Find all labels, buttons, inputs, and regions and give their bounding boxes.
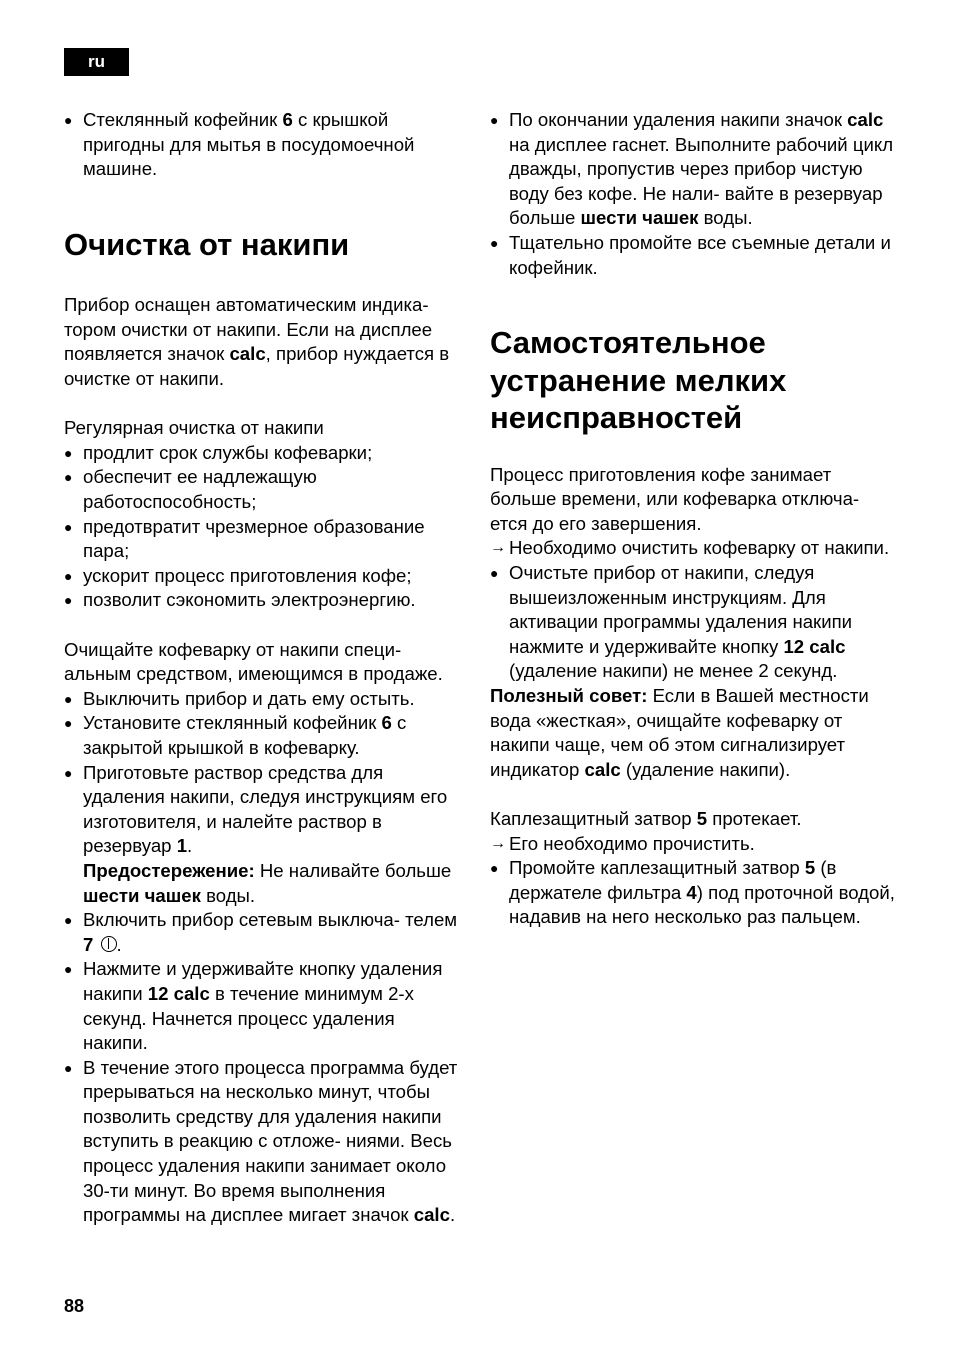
text: на дисплее гаснет. Выполните рабочий цикл дважды, пропустив через прибор чистую воду без кофе. Не нали- вайте в резервуар больше xyxy=(509,133,894,229)
text: Промойте каплезащитный затвор xyxy=(509,857,805,879)
arrow-right-icon: → xyxy=(490,539,506,557)
text: Установите стеклянный кофейник xyxy=(83,712,382,734)
text: (удаление накипи). xyxy=(620,758,791,780)
text: Стеклянный кофейник xyxy=(83,109,283,130)
text: В течение этого процесса программа будет прерываться на несколько минут, чтобы позволить средству для удаления накипи вступить в реакцию с отложе- ниями. Весь процесс удаления накипи занимает около 30-ти минут. Во время выполнения программы на дисплее мигает значок xyxy=(83,1056,458,1226)
part-number: 6 xyxy=(282,109,293,130)
text: . xyxy=(449,1204,456,1226)
text: обеспечит ее надлежащую работоспособность; xyxy=(83,466,317,513)
button-label: 12 calc xyxy=(783,635,846,657)
part-number: 4 xyxy=(686,881,697,903)
list-item xyxy=(64,564,464,589)
bullet-icon: ● xyxy=(64,567,73,584)
list-item xyxy=(64,108,464,182)
text: (удаление накипи) не менее 2 секунд. xyxy=(509,660,838,682)
list-item xyxy=(490,231,900,280)
part-number: 5 xyxy=(696,807,708,829)
text: , прибор нуждается в очистке от накипи. xyxy=(64,343,450,390)
tip-note xyxy=(490,684,900,782)
calc-label: calc xyxy=(413,1204,450,1226)
right-column xyxy=(490,108,900,930)
bullet-icon: ● xyxy=(64,518,73,535)
bullet-icon: ● xyxy=(64,112,73,128)
list-item xyxy=(64,441,464,466)
text: Очистьте прибор от накипи, следуя вышеизложенным инструкциям. Для активации программы удаления накипи нажмите и удерживайте кнопку xyxy=(509,562,853,657)
emphasis: шести чашек xyxy=(580,207,699,229)
list-item xyxy=(64,588,464,613)
bullet-icon: ● xyxy=(64,469,73,486)
problem-text xyxy=(490,807,900,832)
text: . xyxy=(116,933,122,955)
part-number: 5 xyxy=(804,857,816,879)
list-item xyxy=(490,856,900,930)
cause-item xyxy=(490,832,900,857)
paragraph xyxy=(64,293,464,391)
bullet-icon: ● xyxy=(64,715,73,732)
list-item xyxy=(490,108,900,231)
text: воды. xyxy=(200,884,256,906)
text: Его необходимо прочистить. xyxy=(509,832,755,854)
text: позволит сэкономить электроэнергию. xyxy=(83,589,416,611)
list-item xyxy=(490,561,900,684)
text: . xyxy=(187,835,193,857)
list-item xyxy=(64,711,464,760)
text: Каплезащитный затвор xyxy=(490,807,697,829)
text: (в держателе фильтра xyxy=(509,857,837,903)
text: воды. xyxy=(698,207,753,229)
language-badge xyxy=(64,48,129,76)
calc-label: calc xyxy=(584,758,621,780)
list-item xyxy=(64,465,464,514)
bullet-icon: ● xyxy=(490,860,499,877)
bullet-icon: ● xyxy=(64,444,73,461)
text: Включить прибор сетевым выключа- телем xyxy=(83,909,458,931)
warning-note xyxy=(64,859,464,908)
text: Тщательно промойте все съемные детали и кофейник. xyxy=(509,231,891,278)
calc-label: calc xyxy=(847,109,884,130)
calc-label: calc xyxy=(229,343,266,365)
text: Не наливайте больше xyxy=(254,859,452,881)
section-heading-troubleshooting: Самостоятельное устранение мелких неисправностей xyxy=(490,325,787,436)
bullet-icon: ● xyxy=(490,112,499,128)
bullet-icon: ● xyxy=(64,690,73,707)
arrow-right-icon: → xyxy=(490,834,506,852)
text: Если в Вашей местности вода «жесткая», очищайте кофеварку от накипи чаще, чем об этом сигнализирует индикатор xyxy=(490,685,869,780)
text: Приготовьте раствор средства для удаления накипи, следуя инструкциям его изготовителя, и налейте раствор в резервуар xyxy=(83,761,448,857)
text: По окончании удаления накипи значок xyxy=(509,109,848,130)
power-icon xyxy=(101,936,117,952)
text: протекает. xyxy=(707,807,802,829)
text: в течение минимум 2-х секунд. Начнется процесс удаления накипи. xyxy=(83,982,414,1054)
part-number: 6 xyxy=(381,712,392,734)
bullet-icon: ● xyxy=(64,912,73,929)
part-number: 1 xyxy=(176,835,188,857)
text: с крышкой пригодны для мытья в посудомоечной машине. xyxy=(83,109,415,180)
text: ускорит процесс приготовления кофе; xyxy=(83,564,412,586)
text: предотвратит чрезмерное образование пара; xyxy=(83,515,425,562)
tip-label: Полезный совет: xyxy=(490,685,648,706)
bullet-icon: ● xyxy=(490,565,499,582)
cause-item xyxy=(490,536,900,561)
text: Необходимо очистить кофеварку от накипи. xyxy=(509,537,890,559)
text: Нажмите и удерживайте кнопку удаления накипи xyxy=(83,958,443,1004)
emphasis: шести чашек xyxy=(83,884,201,906)
paragraph: Очищайте кофеварку от накипи специ- альным средством, имеющимся в продаже. xyxy=(64,638,443,685)
text: ) под проточной водой, надавив на него несколько раз пальцем. xyxy=(509,881,895,928)
bullet-icon: ● xyxy=(64,1059,73,1076)
bullet-icon: ● xyxy=(490,234,499,251)
problem-text: Процесс приготовления кофе занимает больше времени, или кофеварка отключа- ется до его завершения. xyxy=(490,463,860,534)
bullet-icon: ● xyxy=(64,764,73,781)
list-item xyxy=(64,908,464,957)
section-heading-descaling: Очистка от накипи xyxy=(64,226,350,262)
part-number: 7 xyxy=(83,933,94,955)
text: с закрытой крышкой в кофеварку. xyxy=(83,712,407,758)
bullet-icon: ● xyxy=(64,961,73,978)
list-item xyxy=(64,957,464,1055)
warning-label: Предостережение: xyxy=(83,859,255,881)
button-label: 12 calc xyxy=(147,982,210,1004)
bullet-icon: ● xyxy=(64,592,73,609)
language-code: ru xyxy=(88,52,105,71)
list-item xyxy=(64,1056,464,1228)
page-number: 88 xyxy=(64,1296,85,1316)
list-item xyxy=(64,687,464,712)
text: Прибор оснащен автоматическим индика- тором очистки от накипи. Если на дисплее появляется значок xyxy=(64,294,433,365)
paragraph: Регулярная очистка от накипи xyxy=(64,417,324,439)
list-item xyxy=(64,761,464,859)
text: продлит срок службы кофеварки; xyxy=(83,441,373,463)
text: Выключить прибор и дать ему остыть. xyxy=(83,687,415,709)
list-item xyxy=(64,515,464,564)
left-column xyxy=(64,108,464,1228)
